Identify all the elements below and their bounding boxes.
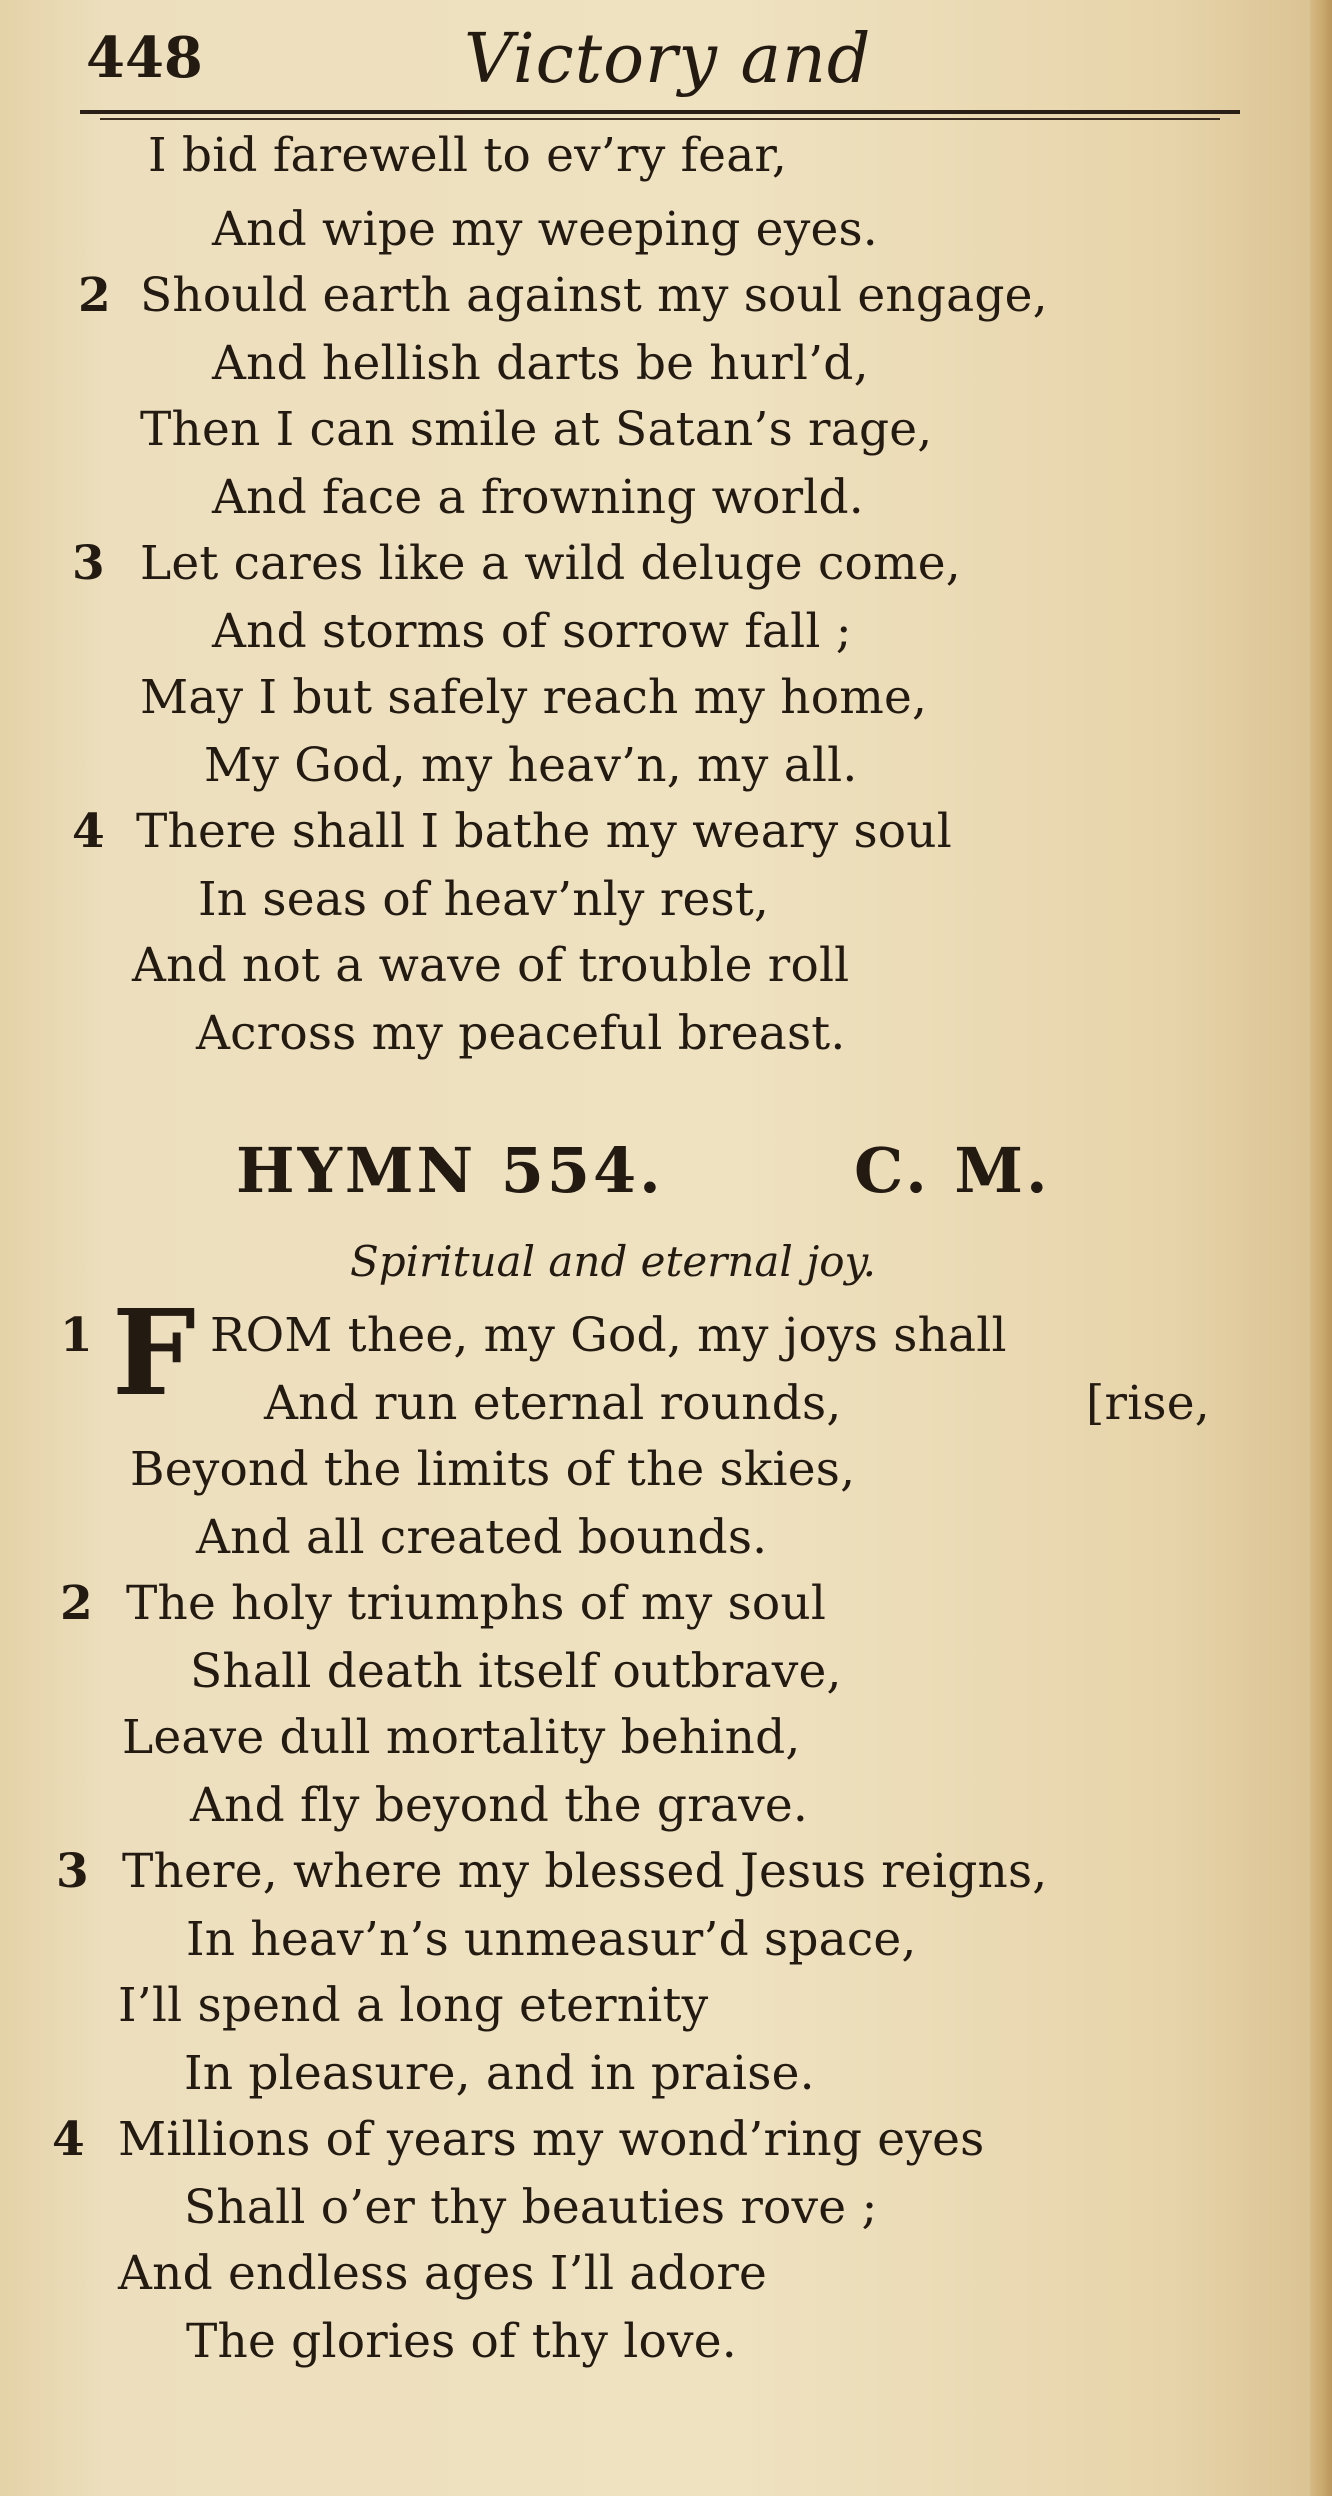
page-number: 448 [86,25,203,91]
page-header [68,20,1248,100]
hymn-line: I bid farewell to ev’ry fear, [148,128,788,183]
hymn-line: ROM thee, my God, my joys shall [210,1308,1007,1363]
hymn-line: And not a wave of trouble roll [132,938,850,993]
hymn-line: And all created bounds. [196,1510,768,1565]
hymn-line: Let cares like a wild deluge come, [140,536,961,591]
hymn-line: Should earth against my soul engage, [140,268,1048,323]
verse-number: 3 [72,536,105,591]
hymn-line: Then I can smile at Satan’s rage, [140,402,933,457]
hymn-line: And storms of sorrow fall ; [212,604,852,659]
hymn-line: And endless ages I’ll adore [118,2246,768,2301]
hymn-line: Leave dull mortality behind, [122,1710,801,1765]
verse-number: 1 [60,1308,93,1363]
hymn-line: In pleasure, and in praise. [184,2046,815,2101]
hymn-line: There shall I bathe my weary soul [136,804,952,859]
turnover-word: [rise, [1086,1376,1210,1431]
running-head: Victory and [464,20,872,99]
hymn-line: And hellish darts be hurl’d, [212,336,869,391]
hymn-title: HYMN 554. [236,1134,664,1207]
hymn-line: I’ll spend a long eternity [118,1978,709,2033]
hymn-line: And wipe my weeping eyes. [212,202,878,257]
verse-number: 3 [56,1844,89,1899]
drop-cap: F [112,1283,196,1422]
header-rule-thin [100,118,1220,120]
hymn-line: May I but safely reach my home, [140,670,928,725]
verse-number: 4 [72,804,105,859]
hymn-line: In seas of heav’nly rest, [198,872,770,927]
verse-number: 2 [60,1576,93,1631]
hymn-line: In heav’n’s unmeasur’d space, [186,1912,917,1967]
verse-number: 4 [52,2112,85,2167]
verse-number: 2 [78,268,111,323]
hymn-meter: C. M. [854,1134,1051,1207]
page-edge [1310,0,1332,2496]
hymn-subtitle: Spiritual and eternal joy. [350,1237,877,1286]
hymn-line: Beyond the limits of the skies, [130,1442,856,1497]
hymn-line: Shall o’er thy beauties rove ; [184,2180,878,2235]
hymn-line: And face a frowning world. [212,470,864,525]
hymn-line: Across my peaceful breast. [196,1006,846,1061]
hymn-line: The glories of thy love. [186,2314,737,2369]
hymn-line: Shall death itself outbrave, [190,1644,842,1699]
hymn-line: And fly beyond the grave. [190,1778,808,1833]
hymn-line: My God, my heav’n, my all. [204,738,858,793]
hymn-line: And run eternal rounds, [264,1376,842,1431]
header-rule [80,110,1240,114]
hymn-line: The holy triumphs of my soul [126,1576,827,1631]
hymn-line: Millions of years my wond’ring eyes [118,2112,985,2167]
hymn-line: There, where my blessed Jesus reigns, [122,1844,1048,1899]
